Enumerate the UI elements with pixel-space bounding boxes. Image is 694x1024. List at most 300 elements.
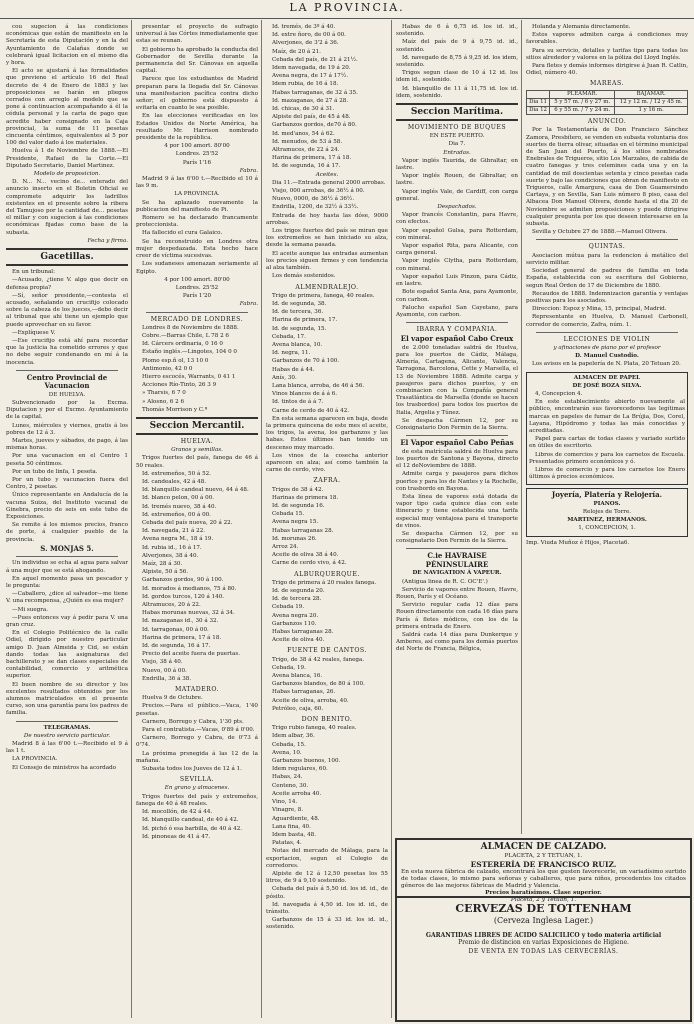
- violin-addr: Los avisos en la papelería de N. Plata, 20 Tetuan 20.: [532, 361, 681, 368]
- news-block: [136, 200, 258, 276]
- paragraph: El gobierno ha aprobado la conducta del Gobernador de Sevilla durante la permanencia del Sr. Cánovas en aquella capital.: [136, 46, 258, 75]
- alburquerque-block: [266, 580, 388, 645]
- paragraph: Avena blanca, 10.: [272, 341, 323, 348]
- modelo-sign: Fecha y firma.: [87, 237, 128, 244]
- paragraph: Carne de cerdo de 40 á 42.: [272, 407, 350, 414]
- paragraph: Vapor inglés Taurida, de Gibraltar, en lastre.: [396, 157, 518, 172]
- marea-plea: 6 y 55 m. / 7 y 24 m.: [550, 107, 615, 115]
- column-1: [6, 24, 128, 1020]
- paragraph: Garbanzos buenos, 100.: [272, 758, 341, 765]
- intro-block: [396, 24, 518, 100]
- paragraph: Para el contratista.—Vacas, 0'89 á 0'00.: [142, 727, 255, 734]
- joyeria-ad: [526, 488, 688, 536]
- paragraph: Vapor francés Constantin, para Havre, con efectos.: [396, 212, 518, 226]
- paragraph: Id. mazaganas, de 27 á 28.: [272, 97, 349, 104]
- sevilla-block: [136, 794, 258, 841]
- movimiento-heading: MOVIMIENTO DE BUQUES: [407, 124, 507, 132]
- paragraph: presentar el proyecto de sufragio universal á las Córtes inmediatamente que estas se reunan.: [136, 24, 258, 45]
- paragraph: Thomás Morrison y C.ª: [142, 406, 208, 413]
- paragraph: Avena negra 15.: [272, 519, 319, 526]
- paragraph: Los vinos de la cosecha anterior aparecen en alza; así como también la carne de cerdo, vivo.: [266, 452, 388, 474]
- paragraph: Parece que los estudiantes de Madrid preparan para la llegada del Sr. Cánovas una manifestacion pacífica contra dicho señor; el gobierno está dispuesto á evitarla en cuanto le sea posible.: [136, 76, 258, 112]
- paragraph: Garbanzos de 15 á 33 id. los id. id., sostenido.: [266, 917, 388, 931]
- paragraph: Asociacion mútua para la redencion á metálico del servicio militar.: [526, 252, 688, 266]
- paragraph: Los trigos fuertes del país se miran que los extremeños se han iniciado su alza, desde la semana pasada.: [266, 228, 388, 249]
- cervezas-text2: Premio de distincion en varias Exposiciones de Higiene.: [458, 939, 629, 946]
- aceites-heading: Aceites.: [315, 171, 339, 178]
- divider: [16, 556, 118, 557]
- paragraph: Aceite arroba 40.: [272, 790, 322, 797]
- paragraph: En las elecciones verificadas en los Estados Unidos de Norte América, ha resultado Mr. Harrison nombrado presidente de la república.: [136, 113, 258, 142]
- benito-block: [266, 725, 388, 931]
- paragraph: Altramuces, de 22 á 24.: [272, 147, 340, 154]
- column-3: [266, 24, 388, 1020]
- paragraph: Libros de comercios y para los carnetos de Escuela. Presentados primero económicos y ó.: [529, 451, 685, 465]
- paragraph: Servicio regular cada 12 días para Rouen directamente con cada 16 días para París á fletes módicos, con los de la primera entrada de Enero.: [396, 602, 518, 630]
- paragraph: Maíz del país de 9 á 9,75 id. id., sostenido.: [396, 39, 518, 53]
- paragraph: Notas del mercado de Málaga, para la exportacion, segun el Colegio de corredores.: [266, 848, 388, 869]
- paragraph: Trigos fuertes del país, fanega de 46 á 50 reales.: [136, 455, 258, 469]
- londres-line: Londres. 25'52: [175, 284, 219, 291]
- paragraph: Estos vapores admiten carga á condiciones muy favorables.: [526, 32, 688, 46]
- creux-title: El vapor español Cabo Creux: [400, 334, 514, 344]
- telegramas-block: [6, 741, 128, 772]
- paragraph: Id. candeales, 42 á 48.: [142, 478, 207, 485]
- mareas-head-plea: PLEAMAR.: [550, 90, 615, 98]
- joyeria-name: MARTINEZ, HERMANOS.: [567, 517, 647, 524]
- paragraph: Habas, 24.: [272, 774, 303, 781]
- papel-ad: [526, 372, 688, 486]
- paragraph: Saldrá cada 14 días para Dunkerque y Amberes, así como para los demás puertos del Norte de Francia, Bélgica,: [396, 632, 518, 653]
- paragraph: Id. morados á medianos, 75 á 80.: [142, 585, 237, 592]
- divider: [146, 312, 248, 313]
- paragraph: Para fletes y demás informes dirigirse á Juan R. Catlin, Odiel, número 40.: [526, 63, 688, 77]
- paragraph: Vapor inglés Vale, de Cardiff, con carga general.: [396, 188, 518, 202]
- paragraph: Id. de segunda, 38.: [272, 300, 327, 307]
- paragraph: Id. blanquillo candeal, de 40 á 42.: [142, 817, 239, 824]
- paragraph: El Consejo de ministros ha acordado: [12, 764, 117, 771]
- table-row: [527, 107, 688, 115]
- paragraph: Bote español Santa Ana, para Ayamonte, con carbon.: [396, 289, 518, 303]
- paragraph: Dia 11.—Entrada general 2000 arrobas.: [272, 179, 386, 186]
- paragraph: Id. tintos de á á 7.: [272, 399, 324, 406]
- paragraph: —Pues entonces vay á pedir para V. una gran cruz.: [6, 614, 128, 628]
- intro-block: [6, 24, 128, 170]
- calzado-text: En esta nueva fábrica de calzado, encontrará los que gusten favorecerle, un variadísimo surtido de todas clases, lo mismo para señoras y caballeros, que para niños, procedentes los citados géneros de las mejores fábricas de Madrid y Valencia.: [401, 869, 686, 889]
- mareas-head-empty: [527, 90, 550, 98]
- paragraph: Nuevo, 00 á 00.: [142, 667, 187, 674]
- paragraph: Se ha aplazado nuevamente la publicacion del manifiesto de Pi.: [136, 199, 258, 213]
- paragraph: Id. de tercera, 36.: [272, 309, 324, 316]
- havraise-title: C.ie HAVRAISE PÉNINSULAIRE: [425, 551, 489, 569]
- paragraph: Antimonio, 42 0 0: [142, 365, 193, 372]
- paragraph: Por la Testamentaría de Don Francisco Sánchez Zamora, Presbítero, se venden en subasta voluntaria dos suertes de tierra olivar, situadas en el término municipal de San Juan del Puerto, á los sitios nombrados Enebrales de Trigueros, sitio Los Marzales, de cabida de cuatro fanegas y tres celemines cada una y en la cantidad de mil doscientas setenta y cinco pesetas cada suerte y bajo las condiciones que obran de manifiesto en Trigueros, calle Amargura, casa de Don Guamersindo Cartaya, y en Sevilla, San Luis número 8 piso, casa del Albacea Don Manuel Olivera, donde hasta el dia 20 de Noviembre se admiten proposiciones y puede dirigirse cualquier pregunta por los que deseen interesarse en la subasta.: [526, 127, 688, 228]
- paragraph: Id. gordos turcos, 120 á 140.: [142, 593, 225, 600]
- matadero-heading: MATADERO.: [174, 686, 220, 694]
- paragraph: Ha fallecido el cura Galaico.: [142, 230, 223, 237]
- paragraph: (Antigua linea de R. C. OC'E'.): [402, 578, 488, 585]
- paragraph: Vapor español Luis Pinzon, para Cádiz, en lastre.: [396, 273, 518, 288]
- paragraph: Id. tremés, de 3º á 40.: [272, 24, 336, 30]
- paragraph: Habas morunas nuevas, 32 á 34.: [142, 610, 235, 617]
- paragraph: Id. morunas 26.: [272, 535, 317, 542]
- paragraph: Holanda y Alemania directamente.: [532, 24, 631, 30]
- marea-dia: Día 11: [527, 98, 550, 106]
- vacunacion-title: Centro Provincial de Vacunacion: [26, 372, 108, 391]
- paragraph: Precio del aceite fuera de puertas.: [142, 651, 241, 658]
- divider: [16, 370, 118, 371]
- paragraph: Arroz 24.: [272, 544, 299, 550]
- joyeria-addr: 1, CONCEPCION, 1.: [578, 525, 636, 532]
- paragraph: Alpiste, 50 á 56.: [142, 569, 189, 576]
- calzado-addr: PLACETA, 2 Y TETUAN, 1.: [504, 853, 583, 859]
- paragraph: Maíz, de 20 á 21.: [272, 48, 321, 55]
- paragraph: Id. extre ñoro, de 00 á 00.: [272, 32, 346, 39]
- paragraph: Id. navegada, 21 á 22.: [142, 528, 206, 535]
- sevilla-heading: SEVILLA.: [179, 776, 215, 784]
- paragraph: Id. de segunda 16.: [272, 502, 325, 509]
- paragraph: —Sí, señor presidente,—contesta el acusado, señalando un crucifijo colocado sobre la cabeza de los jueces,—debo decir al tribunal que ahí tiene un ejemplo que puede aprovechar en su favor.: [6, 292, 128, 328]
- matadero-block: [136, 695, 258, 773]
- masthead: [0, 0, 694, 19]
- paragraph: Garbanzos 110.: [272, 620, 317, 627]
- paragraph: Sevilla y Octubre 27 de 1888.—Manuel Olivera.: [532, 229, 668, 236]
- paragraph: Único representante en Andalucía de la vacuna Suiza, del Instituto vacunal de Ginebra, precio de seis en este tubo de Exposiciones.: [6, 492, 128, 520]
- zafra-heading: ZAFRA.: [313, 477, 341, 485]
- quintas-block: [526, 253, 688, 329]
- vacunacion-block: [6, 400, 128, 544]
- paragraph: Id. tremés nuevo, 38 á 40.: [142, 503, 217, 510]
- movimiento-sub: EN ESTE PUERTO.: [429, 133, 485, 140]
- paragraph: Harinas de primera 18.: [272, 494, 339, 501]
- divider: [16, 721, 118, 722]
- column-4: [396, 24, 518, 834]
- paragraph: Id. navegado de 8,75 á 9,25 id. los idem, sostenido.: [396, 54, 518, 69]
- cervezas-text3: DE VENTA EN TODAS LAS CERVECERÍAS.: [468, 948, 619, 955]
- intro-block: [266, 24, 388, 171]
- paragraph: Trigos fuertes del país y extremeños, fanega de 40 á 48 reales.: [136, 793, 258, 807]
- paragraph: Garbanzos blandos, de 80 á 100.: [272, 681, 365, 688]
- paragraph: El acto se ajustará á las formalidades que previene el artículo 16 del Real decreto de 4 de Enero de 1883 y las proposiciones se harán en pliegos cerrados con arreglo al modelo que se pone á continuacion acompañando á él la cédula personal y la carta de pago que acredite haber consignado en la Caja provincial, la suma de 11 pesetas cincuenta céntimos, equivalentes al 5 por 100 del valor dado á los materiales.: [6, 68, 128, 147]
- gacetillas-heading: Gacetillas.: [6, 248, 128, 266]
- paragraph: Cebada del país nueva, 20 á 22.: [142, 519, 233, 526]
- paragraph: Vino, 14.: [272, 799, 298, 806]
- paragraph: Aceite de oliva, arroba, 40.: [272, 697, 349, 704]
- column-divider: [261, 20, 262, 1018]
- paragraph: Id. negra, 11.: [272, 350, 311, 357]
- paragraph: Id. de segunda, 16 á 17.: [142, 643, 211, 650]
- paragraph: Harina de primera, 17 á 18.: [272, 155, 352, 162]
- paragraph: Trigos de 38 á 42.: [272, 486, 324, 493]
- entradas-block: [396, 158, 518, 203]
- paragraph: Se remite á los mismos precios, franco de porte, á cualquier pueblo de la provincia.: [6, 522, 128, 543]
- marea-plea: 5 y 57 m. / 6 y 27 m.: [550, 98, 615, 106]
- paragraph: Vinagre, 8.: [272, 807, 304, 814]
- paragraph: Alpiste del país, de 45 á 48.: [272, 114, 351, 121]
- paragraph: —Explíquese V.: [12, 329, 56, 336]
- ibarra-heading: IBARRA Y COMPAÑIA.: [416, 326, 498, 334]
- provincia-sign: LA PROVINCIA.: [174, 191, 220, 198]
- paragraph: Lana fina, 40.: [272, 823, 311, 830]
- paragraph: Id. de segunda 20.: [272, 588, 325, 595]
- penas-block: [396, 449, 518, 546]
- paragraph: Petróleo, caja, 60.: [272, 705, 324, 712]
- masthead-title: LA PROVINCIA.: [289, 1, 405, 14]
- paragraph: En esta semana aparecen en baja, desde la primera quincena de este mes el aceite, los trigos, la avena, los garbanzos y las habas. Estos últimos han tenido un descenso muy marcado.: [266, 415, 388, 451]
- paragraph: Alverjones, de 3'2 á 36.: [272, 40, 339, 47]
- imprenta-line: Imp. Viuda Muñoz é Hijos, Placeta6.: [526, 539, 630, 546]
- paragraph: Carnero, Borrego y Cabra, de 0'73 á 0'74.: [136, 735, 258, 749]
- paragraph: Maíz, 28 á 30.: [142, 561, 183, 567]
- paragraph: Vinos blancos de á á 6.: [272, 391, 338, 398]
- paragraph: Id. pinoneas de 41 á 47.: [142, 833, 211, 840]
- despachados-block: [396, 212, 518, 319]
- paragraph: Id. Cárcers ordinaria, 0 16 0: [142, 341, 223, 348]
- aceites-block: [266, 180, 388, 281]
- monjas-title: S. MONJAS 5.: [40, 543, 94, 553]
- paragraph: —Acusado, ¿tiene V. algo que decir en defensa propia?: [6, 277, 128, 291]
- paragraph: En un tribunal:: [12, 269, 55, 276]
- mareas-table: [526, 90, 688, 116]
- paragraph: Vapor inglés Clytha, para Rotterdam, con mineral.: [396, 258, 518, 272]
- paragraph: Id. chicas, de 30 á 31.: [272, 106, 335, 113]
- paragraph: Madrid 8 á las 6'00 t.—Recibido el 9 á las 1 t.: [6, 740, 128, 755]
- seccion-mercantil-heading: Seccion Mercantil.: [136, 417, 258, 435]
- renta-line: 4 por 100 amort. 80'00: [164, 143, 230, 150]
- papel-sub: DE JOSÉ BOZA SILVA.: [572, 382, 642, 389]
- column-5: [526, 24, 688, 834]
- intro-block: [526, 24, 688, 77]
- paragraph: Alpiste de 12 á 12,50 pesetas los 55 litros, de 9 á 9,10 sostenido.: [266, 870, 388, 885]
- paragraph: —Mi suegra.: [12, 606, 49, 613]
- paragraph: Viejo, 38 á 40.: [142, 659, 183, 666]
- mareas-heading: MAREAS.: [590, 80, 624, 88]
- paragraph: Id. blanquillo candeal nuevo, 44 á 48.: [142, 487, 249, 494]
- mercado-heading: MERCADO DE LONDRES.: [150, 315, 244, 323]
- paris-line: París 1'20: [182, 293, 212, 300]
- londres-line: Londres. 25'52: [175, 151, 219, 158]
- divider: [536, 332, 678, 333]
- paris-line: París 1'16: [182, 159, 212, 166]
- dia-label: Dia 7.: [448, 141, 466, 148]
- paragraph: Por un tubo de linfa, 1 peseta.: [12, 468, 98, 475]
- paragraph: Id. pichó ó esa barbilla, de 40 á 42.: [142, 825, 243, 832]
- cervezas-ad: [395, 896, 692, 1022]
- divider: [406, 548, 508, 549]
- paragraph: Huelva 9 de Octubre.: [142, 695, 203, 702]
- fuente-heading: FUENTE DE CANTOS.: [287, 647, 367, 655]
- paragraph: El aceite aunque las entradas aumentan los precios siguen firmes y con tendencia al alza también.: [266, 250, 388, 272]
- divider: [406, 322, 508, 323]
- paragraph: Acciones Río-Tinto, 26 3 9: [142, 382, 217, 389]
- paragraph: Trigo rubio fanega, 40 reales.: [272, 725, 357, 732]
- paragraph: Los demás sostenidos.: [272, 273, 336, 280]
- havraise-sub: DE NAVIGATION Á VAPEUR.: [412, 570, 502, 577]
- paragraph: Id. tarragonas, 00 á 00.: [142, 626, 209, 633]
- calzado-ad: [395, 838, 692, 903]
- telegramas-sub: De nuestro servicio particular.: [23, 732, 111, 739]
- paragraph: Cebada 19.: [272, 604, 305, 611]
- paragraph: Id. blanquillo de 11 á 11,75 id. los id. idem, sostenido.: [396, 85, 518, 99]
- paragraph: Estaño inglés.—Lingotes, 104 0 0: [142, 349, 237, 356]
- seccion-maritima-heading: Seccion Marítima.: [396, 103, 518, 121]
- paragraph: Papel para cartas de todas clases y variado surtido en útiles de escritorio.: [529, 436, 685, 450]
- paragraph: Idem navegada, de 19 á 20.: [272, 65, 351, 72]
- paragraph: Cebada, 15.: [272, 741, 306, 748]
- calzado-addr2: Placeta, 2 y Tetuan, 1.: [510, 897, 577, 903]
- paragraph: Por un tubo y vacunacion fuera del Centro, 2 pesetas.: [6, 476, 128, 491]
- renta-line: 4 por 100 amort. 80'00: [164, 276, 230, 283]
- paragraph: Avena negra 20.: [272, 612, 319, 619]
- paragraph: Carnero, Borrego y Cabra, 1'30 pts.: [142, 718, 244, 725]
- paragraph: Trigos segun clase de 10 á 12 id. los idem id., sostenido.: [396, 70, 518, 84]
- almendralejo-block: [266, 293, 388, 475]
- paragraph: Cebada, 19.: [272, 664, 306, 671]
- divider: [406, 435, 508, 436]
- joyeria-sub: PIANOS.: [593, 500, 621, 507]
- fabra-sign: Fabra.: [239, 301, 258, 308]
- column-2: [136, 24, 258, 1020]
- cervezas-text: GARANTIDAS LIBRES DE ACIDO SALICILICO y todo materia artificial: [425, 932, 662, 939]
- paragraph: Aguardiente, 48.: [272, 815, 320, 822]
- paragraph: Precios.—Para el público.—Vaca, 1'40 pesetas.: [136, 703, 258, 717]
- paragraph: La próxima prsnegida á las 12 de la mañana.: [136, 750, 258, 764]
- paragraph: Se despacha Cármen 12, por su Consignatario Don Fermin de la Sierra.: [396, 417, 518, 432]
- alburquerque-heading: ALBURQUERQUE.: [294, 570, 360, 578]
- paragraph: Huelva á 1 de Noviembre de 1888.—El Presidente, Rafael de la Corte.—El Diputado Secretario, Daniel Martinez.: [6, 148, 128, 169]
- anuncio-heading: ANUNCIO.: [587, 118, 627, 126]
- paragraph: Centeno, 30.: [272, 782, 309, 789]
- paragraph: Habas tarraganas, 26.: [272, 689, 336, 696]
- paragraph: Avena blanca, 16.: [272, 673, 323, 680]
- column-divider: [131, 20, 132, 1018]
- paragraph: Servicio de vapores entre Rouen, Havre, Rouen, París y el Océano.: [396, 586, 518, 600]
- modelo-title: Modelo de proposicion.: [33, 171, 101, 178]
- paragraph: Entrada de hoy hasta las dóse, 9000 arrobas.: [266, 212, 388, 226]
- paragraph: 4, Concepcion 4.: [535, 390, 583, 397]
- paragraph: Un individuo se echa al agua para salvar á una mujer que se está ahogando.: [6, 560, 128, 574]
- paragraph: Idem albar, 36.: [272, 733, 315, 740]
- paragraph: Se ha reconstruido en Londres otra mujer despedazada. Esta hecho hace creer de víctima sucesivas.: [136, 238, 258, 260]
- paragraph: Avena negra, de 17 á 17½.: [272, 73, 349, 80]
- violin-name: D. Manuel Custodio.: [575, 353, 639, 360]
- paragraph: Garbanzos de 70 á 100.: [272, 358, 340, 365]
- cervezas-sub: (Cerveza Inglesa Lager.): [493, 916, 594, 925]
- chistes-block: [6, 560, 128, 717]
- paragraph: LA PROVINCIA.: [12, 756, 58, 763]
- paragraph: Id. blanco pelon, 00 á 00.: [142, 495, 215, 502]
- creux-block: [396, 345, 518, 432]
- paragraph: Libros de comercio y para los carnetos los Enero últimos á precios económicos.: [529, 466, 685, 481]
- marea-dia: Día 12: [527, 107, 550, 115]
- paragraph: Subasta todos los Jueves de 12 á 1.: [142, 766, 242, 773]
- paragraph: Alverjones, 38 á 40.: [142, 552, 199, 559]
- violin-heading: LECCIONES DE VIOLIN: [563, 335, 651, 343]
- paragraph: Garbanzos gordos, de70 á 80.: [272, 122, 357, 129]
- paragraph: Id. de segunda, 16 á 17.: [272, 163, 341, 170]
- paragraph: Id. mocollón, de 42 á 44.: [142, 809, 213, 816]
- huelva-sub: Granos y semillas.: [171, 447, 223, 454]
- despachados-heading: Despachados.: [437, 204, 477, 211]
- paragraph: Habas tarraganas 28.: [272, 527, 334, 534]
- table-row: [527, 98, 688, 106]
- paragraph: Cebada 15.: [272, 511, 305, 518]
- zafra-block: [266, 487, 388, 568]
- calzado-sub: ESTERERÍA DE FRANCISCO RUIZ.: [470, 860, 617, 869]
- paragraph: Garbanzos gordos, 90 á 100.: [142, 577, 224, 584]
- paragraph: En este establecimiento abierto nuevamente al público, encontrarán sus favorecedores las legítimas marcas en papeles de fumar de La Brújia, Dos, Corel, Layana, Hipódromo y todas las más conocidas y acreditadas.: [529, 399, 685, 434]
- fabra-sign: Fabra.: [239, 167, 258, 174]
- paragraph: —Caballero, ¿dice al salvador—me tiene V. una recompensa, ¿Quién es esa mujer?: [6, 591, 128, 605]
- paragraph: En el Colegio Politécnico de la calle Odiel, dirigido por nuestro particular amigo D. Juan Almeida y Cid, se están dando todas las asignaturas del bachillerato y se dan clases especiales de contabilidad, comercio y aritmética superior.: [6, 630, 128, 680]
- paragraph: En aquel momento pasa un pescador y le pregunta:: [6, 575, 128, 589]
- paragraph: Hierro escocés, Warrants, 0 41 1: [142, 373, 236, 380]
- intro-block: [136, 24, 258, 142]
- paragraph: Plomo esp.ñ ol, 13 10 0: [142, 357, 209, 364]
- paragraph: Id. med'anos, 54 á 62.: [272, 130, 335, 137]
- marea-baja: 1 y 16 m.: [615, 107, 688, 115]
- paragraph: Habas de 6 á 6,75 id. los id. id., sostenido.: [396, 24, 518, 38]
- paragraph: Endrilla, 36 á 38.: [142, 675, 192, 682]
- paragraph: Habas de á 44.: [272, 366, 315, 373]
- telegramas-title: TELEGRAMAS.: [43, 724, 91, 731]
- paragraph: —Ese crucifijo está ahí para recordar que la justicia ha cometido errores y que no debe seguir condenando en mí á la inocencia.: [6, 337, 128, 366]
- paragraph: Trigo de primera, fanega, 40 reales.: [272, 292, 375, 299]
- calzado-title: ALMACEN DE CALZADO.: [480, 842, 607, 852]
- gacetillas-block: [6, 269, 128, 367]
- paragraph: Londres 8 de Noviembre de 1888.: [142, 324, 239, 331]
- paragraph: Habas tarraganas 28.: [272, 629, 334, 636]
- modelo-text: D. N... N... vecino de... enterado del anuncio inserto en el Boletin Oficial se compromete adquirir los ladrillos existentes en el presente sobre la ribera del Tamujoso por la cantidad de... pesetas el millar y con sugecion á las condiciones económicas fijadas como base de la subasta.: [6, 179, 128, 236]
- paragraph: Harina de primera, 17 á 18.: [142, 634, 222, 641]
- paragraph: Representante en Huelva, D. Manuel Carbonell, corredor de comercio, Zafra, núm. 1.: [526, 314, 688, 328]
- paragraph: Lunes, miércoles y viernes, gratis á los pobres de 12 á 3.: [6, 422, 128, 436]
- divider: [536, 239, 678, 240]
- huelva-heading: HUELVA.: [180, 437, 214, 445]
- violin-sub: y afinaciones de piano por el profesor: [553, 344, 661, 351]
- paragraph: Id. rubia id., 16 á 17.: [142, 544, 202, 551]
- calzado-prices: Precios baratísimos. Clase superior.: [485, 890, 602, 896]
- paragraph: de 2.000 toneladas saldrá de Huelva, para los puertos de Cádiz, Málaga, Almería, Cartagena, Alicante, Valencia, Tarragona, Barcelona, Cette y Marsella, el 13 de Noviembre 1888. Admite carga y pasajeros para dichos puertos, y en combinacion con la Compañía general Trasatlántica de Marsella (donde se hacen los trasbordos) para todos los puertos de Italia, Argelia y Túnez.: [396, 344, 518, 416]
- paragraph: Id. mazaganas id., 30 á 32.: [142, 618, 219, 625]
- paragraph: Nuevo, 0000, de 36½ á 36½.: [272, 196, 355, 203]
- cervezas-title: CERVEZAS DE TOTTENHAM: [455, 902, 632, 915]
- paragraph: Altramuces, 20 á 22.: [142, 602, 201, 609]
- paragraph: Vapor español Gulsa, para Rotterdam, con mineral.: [396, 227, 518, 241]
- marea-baja: 12 y 12 m. / 12 y 45 m.: [615, 98, 688, 106]
- paragraph: Trigo de primera á 20 reales fanega.: [272, 579, 377, 586]
- joyeria-title: Joyería, Platería y Relojería.: [551, 490, 663, 500]
- anuncio-block: [526, 127, 688, 236]
- paragraph: Martes, jueves y sábados, de pago, á las mismas horas.: [6, 437, 128, 452]
- paragraph: El buen nombre de su director y los excelentes resultados obtenidos por los alumnos matriculados en el presente curso, son una garantía para los padres de familia.: [6, 681, 128, 717]
- papel-block: [529, 391, 685, 481]
- vacunacion-sub: DE HUELVA.: [48, 391, 86, 398]
- paragraph: Para su servicio, detalles y tarifas tipo para todas los sitios alrededor y valores en la póliza del Lloyd Inglés.: [526, 47, 688, 61]
- paragraph: Direccion: Espoz y Mina, 15, principal, Madrid.: [532, 306, 667, 313]
- paragraph: Avena negra M., 18 á 19.: [142, 536, 214, 543]
- paragraph: Id. de segunda, 15.: [272, 325, 327, 332]
- paragraph: Subvencionado por la Excma. Diputacion y por el Excmo. Ayuntamiento de la capital.: [6, 399, 128, 421]
- paragraph: » Tharsis, 6 7 0: [142, 390, 186, 397]
- paragraph: Carne de cerdo vivo, á 42.: [272, 560, 347, 567]
- paragraph: Trigo, de 38 á 42 reales, fanega.: [272, 656, 365, 663]
- paragraph: Recaudos de 1888. Indemnizacion garantía y ventajas positivas para los asociados.: [526, 290, 688, 304]
- paragraph: Lana blanca, arroba, de 46 á 56.: [272, 382, 365, 389]
- paragraph: Romero se ha declarado francamente proteccionista.: [136, 215, 258, 229]
- paragraph: cou sugecion á las condiciones económicas que están de manifiesto en la Secretaría de esta Diputación y en la del Ayuntamiento de Calañas donde se celebrará igual licitacion en el mismo dia y hora.: [6, 24, 128, 67]
- almendralejo-heading: ALMENDRALEJO.: [295, 283, 359, 291]
